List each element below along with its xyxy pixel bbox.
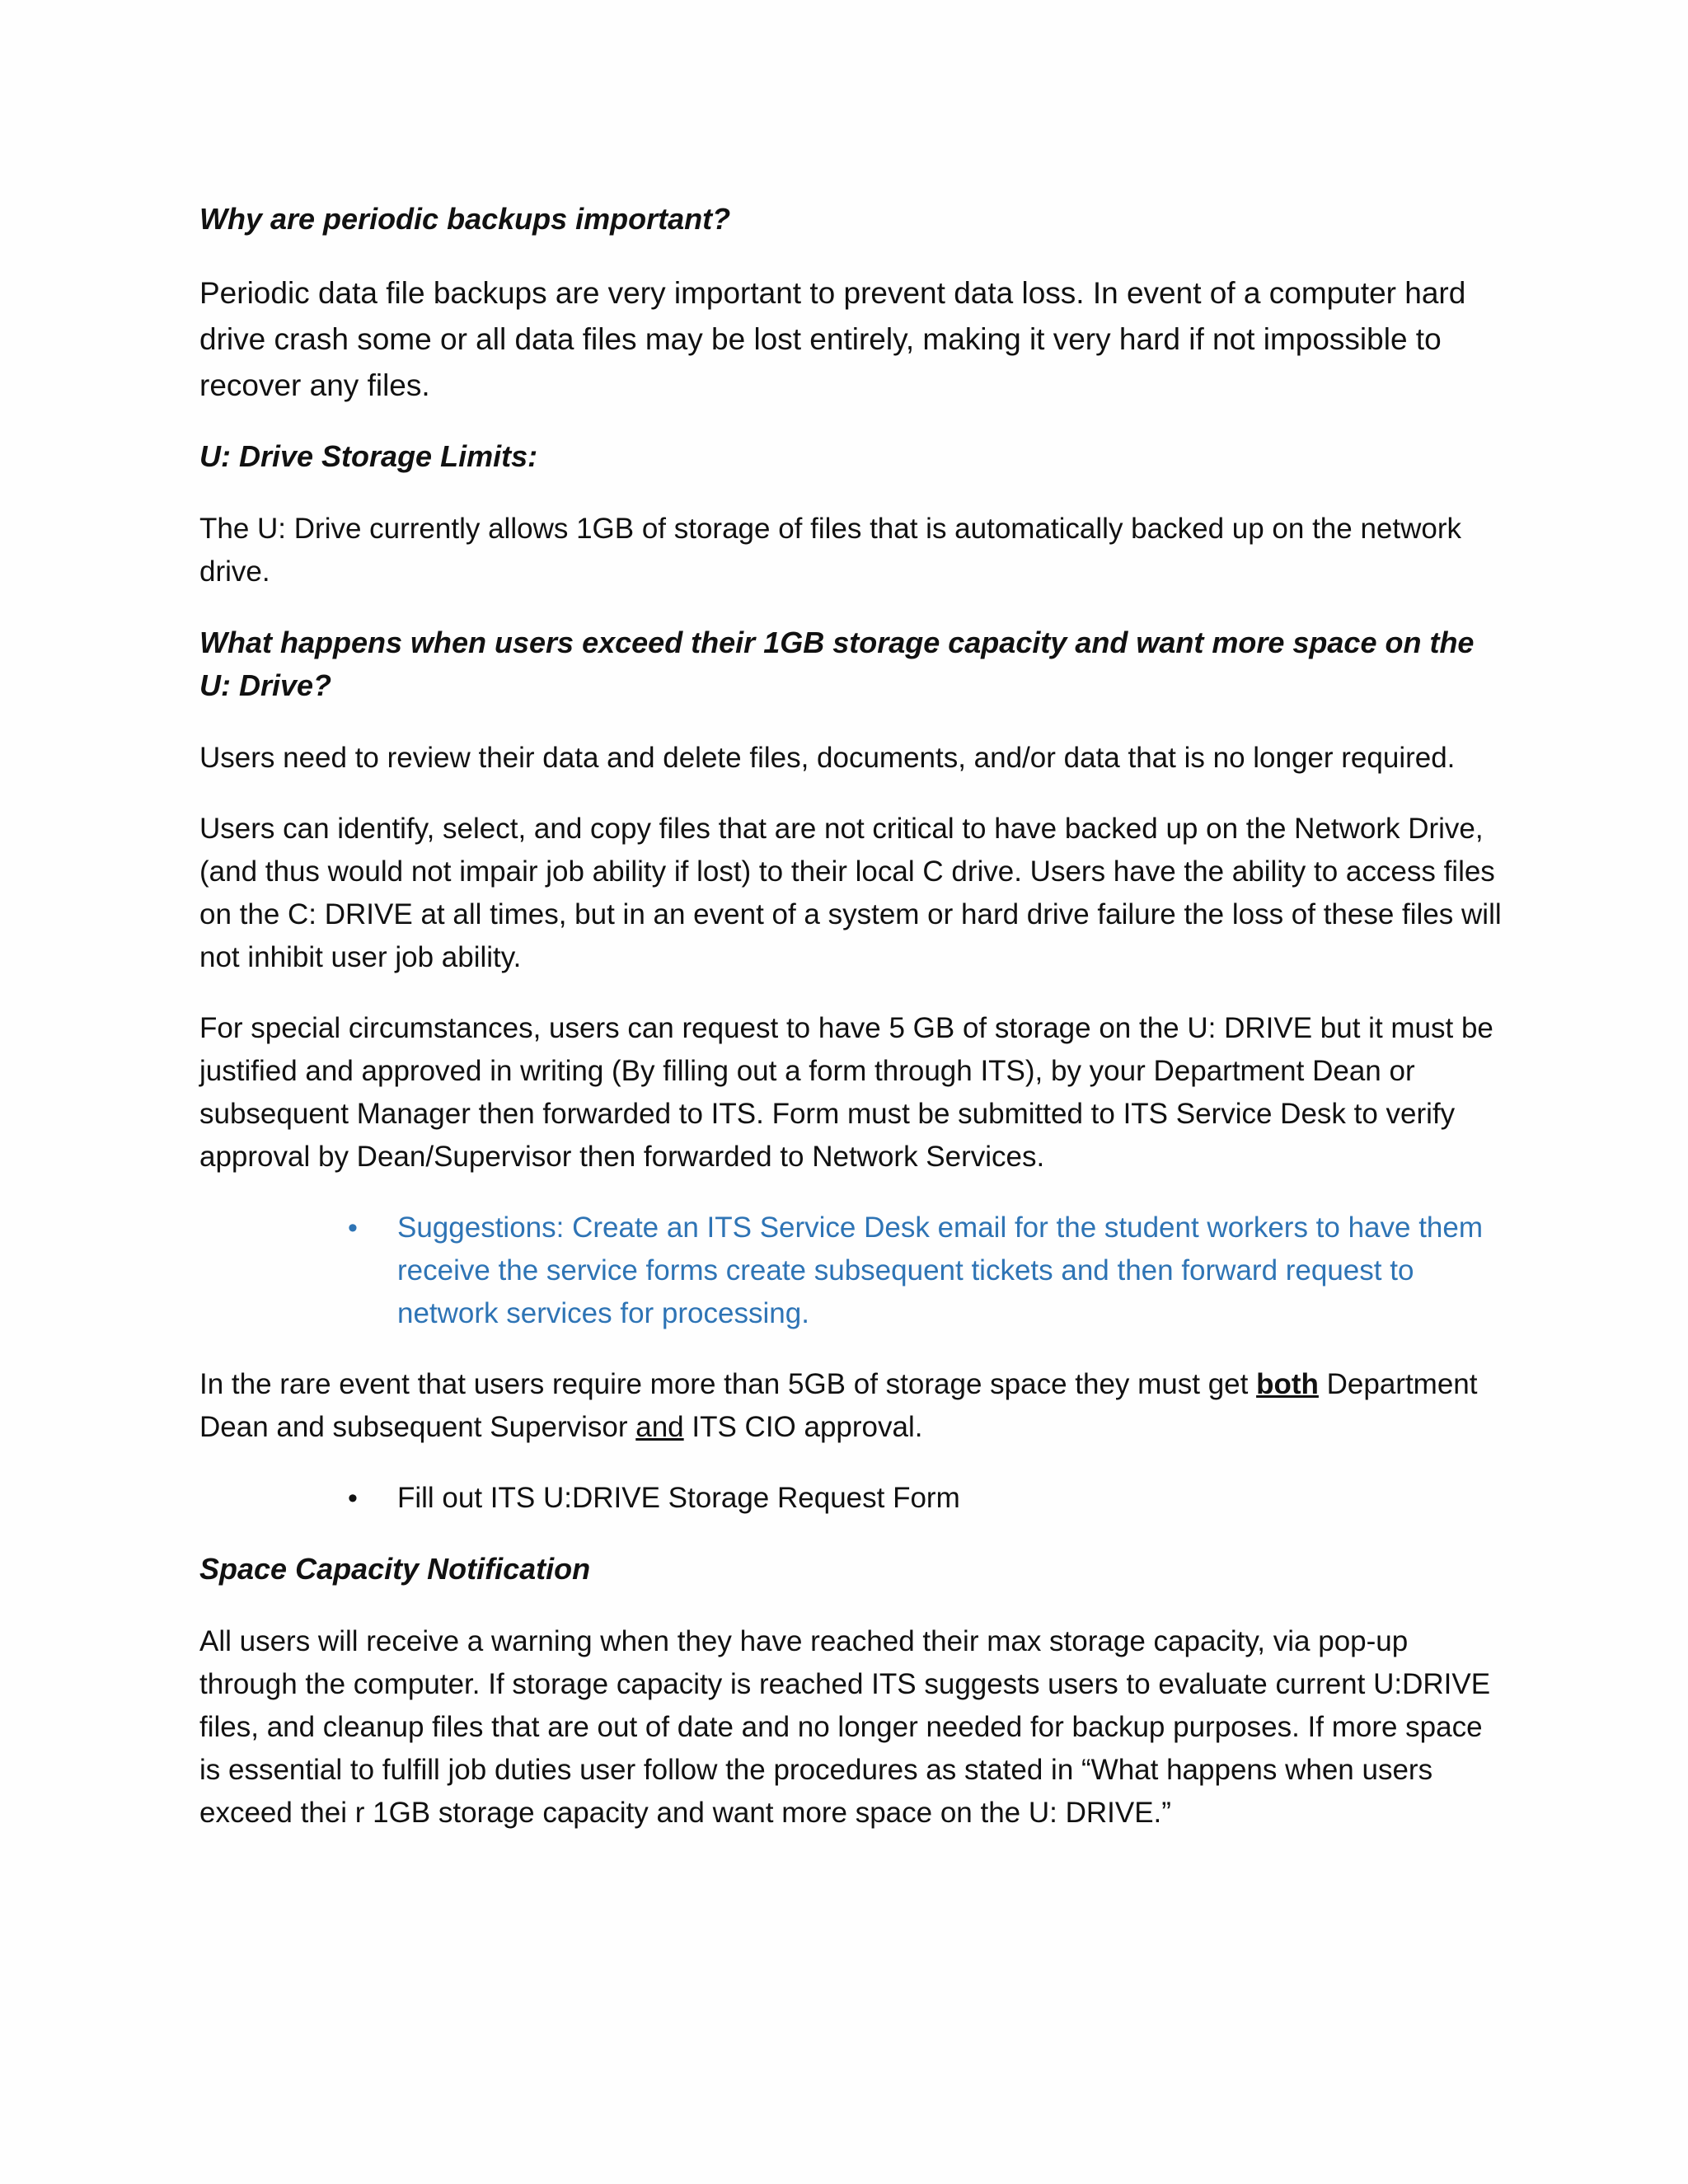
emphasis-and: and: [635, 1411, 684, 1443]
rare-event-text-c: ITS CIO approval.: [683, 1411, 923, 1443]
bullet-icon: •: [348, 1212, 358, 1244]
suggestion-text: Suggestions: Create an ITS Service Desk email for the student workers to have them receive the service forms create subsequent tickets and then forward request to network services for processing.: [397, 1212, 1484, 1329]
heading-periodic-backups: Why are periodic backups important?: [199, 202, 731, 236]
para-space-capacity: All users will receive a warning when they have reached their max storage capacity, via pop-up through the computer. If storage capacity is reached ITS suggests users to evaluate current U:DRIVE files, and cleanup files that are out of date and no longer needed for backup purposes. If more space is essential to fulfill job duties user follow the procedures as stated in “What happens when users exceed thei r 1GB storage capacity and want more space on the U: DRIVE.”: [199, 1625, 1491, 1829]
emphasis-both: both: [1256, 1368, 1319, 1400]
rare-event-text-b: Department Dean and subsequent Supervisor: [199, 1368, 1478, 1443]
bullet-icon: •: [348, 1483, 358, 1514]
heading-space-capacity: Space Capacity Notification: [199, 1552, 591, 1586]
para-copy-to-c-drive: Users can identify, select, and copy files that are not critical to have backed up on the Network Drive, (and thus would not impair job ability if lost) to their local C drive. Users have the ability to access files on the C: DRIVE at all times, but in an event of a system or hard drive failure the loss of these files will not inhibit user job ability.: [199, 813, 1502, 973]
para-rare-event: [199, 1363, 1502, 1449]
heading-exceed-capacity: What happens when users exceed their 1GB storage capacity and want more space on the U: Drive?: [199, 626, 1475, 702]
para-u-drive-limits: The U: Drive currently allows 1GB of storage of files that is automatically backed up on the network drive.: [199, 513, 1461, 588]
form-list: [199, 1477, 1502, 1520]
heading-u-drive-limits: U: Drive Storage Limits:: [199, 439, 538, 473]
rare-event-text-a: In the rare event that users require more than 5GB of storage space they must get: [199, 1368, 1257, 1400]
list-item-suggestion: [199, 1207, 1502, 1335]
para-special-circumstances: For special circumstances, users can request to have 5 GB of storage on the U: DRIVE but it must be justified and approved in writing (By filling out a form through ITS), by your Department Dean or subsequent Manager then forwarded to ITS. Form must be submitted to ITS Service Desk to verify approval by Dean/Supervisor then forwarded to Network Services.: [199, 1012, 1493, 1173]
list-item-storage-form: [199, 1477, 1502, 1520]
storage-form-text: Fill out ITS U:DRIVE Storage Request Form: [397, 1482, 960, 1514]
para-review-data: Users need to review their data and delete files, documents, and/or data that is no longer required.: [199, 742, 1456, 774]
para-periodic-backups: Periodic data file backups are very important to prevent data loss. In event of a computer hard drive crash some or all data files may be lost entirely, making it very hard if not impossible to recover any files.: [199, 276, 1466, 402]
document-content: [199, 198, 1502, 1863]
suggestion-list: [199, 1207, 1502, 1335]
